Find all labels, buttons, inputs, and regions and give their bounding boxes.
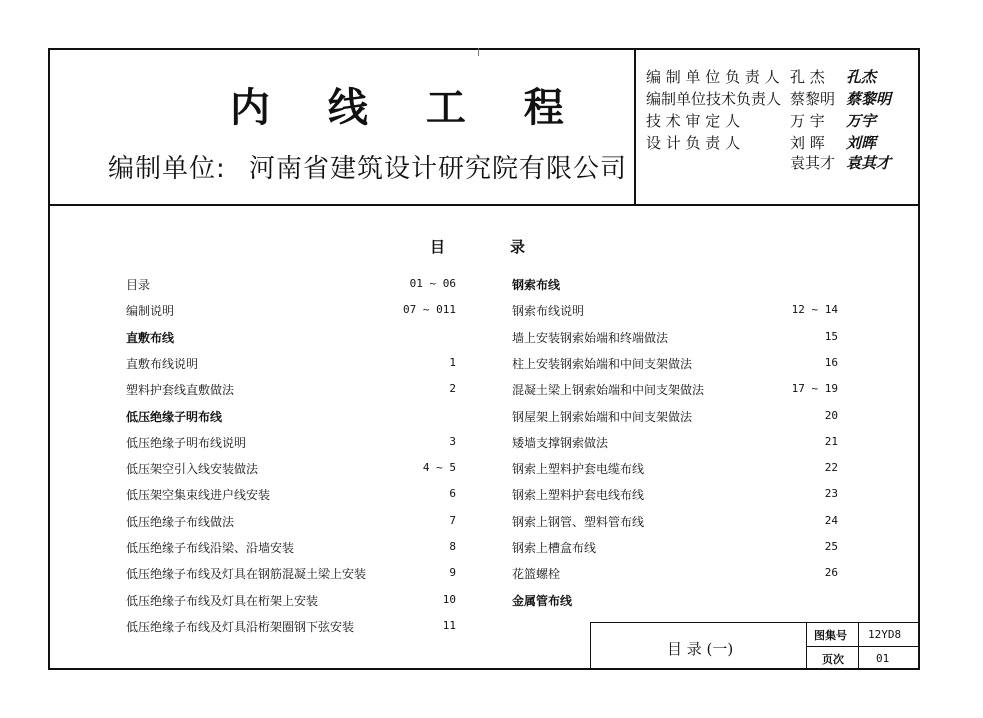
handwritten-signature: 蔡黎明 [846, 90, 892, 108]
page-number-value: 01 [876, 652, 890, 665]
atlas-number-label: 图集号 [814, 629, 847, 642]
toc-entry-page: 24 [824, 513, 838, 527]
toc-entry-label: 钢屋架上钢索始端和中间支架做法 [512, 409, 693, 424]
margin-tick [478, 48, 479, 56]
toc-entry-page: 9 [449, 566, 456, 580]
toc-entry-label: 钢索上塑料护套电线布线 [512, 488, 645, 503]
responsibility-row [646, 152, 906, 172]
responsibility-name: 刘 晖 [790, 134, 825, 152]
toc-entry-label: 低压架空引入线安装做法 [126, 462, 259, 477]
toc-entry-label: 低压绝缘子布线及灯具沿桁架圈钢下弦安装 [126, 619, 355, 634]
handwritten-signature: 刘晖 [846, 134, 877, 152]
responsibility-name: 袁其才 [790, 154, 836, 172]
page-number-label: 页次 [822, 653, 844, 666]
toc-entry-label: 墙上安装钢索始端和终端做法 [512, 330, 669, 345]
toc-entry-label: 直敷布线说明 [126, 356, 199, 371]
toc-entry-label: 花篮螺栓 [512, 567, 561, 582]
handwritten-signature: 袁其才 [846, 154, 892, 172]
responsibility-role: 编 制 单 位 负 责 人 [646, 68, 780, 86]
responsibility-name: 万 宇 [790, 112, 825, 130]
page-title: 内 线 工 程 [230, 85, 586, 131]
toc-entry-label: 低压绝缘子布线及灯具在钢筋混凝土梁上安装 [126, 567, 367, 582]
handwritten-signature: 孔杰 [846, 68, 877, 86]
responsibility-name: 蔡黎明 [790, 90, 836, 108]
toc-entry-label: 低压绝缘子布线做法 [126, 514, 235, 529]
toc-entry-label: 低压架空集束线进户线安装 [126, 488, 271, 503]
toc-entry-page: 17 ~ 19 [791, 382, 838, 396]
toc-entry-page: 25 [824, 540, 838, 553]
toc-entry-label: 钢索上槽盒布线 [512, 541, 597, 555]
responsibility-row [646, 132, 906, 152]
toc-entry-label: 编制说明 [126, 304, 175, 319]
handwritten-signature: 万宇 [846, 112, 877, 130]
toc-entry-label: 低压绝缘子明布线 [126, 409, 223, 424]
toc-entry-page: 21 [824, 434, 838, 448]
compiling-unit-name: 河南省建筑设计研究院有限公司 [249, 154, 628, 184]
toc-entry-label: 低压绝缘子布线沿梁、沿墙安装 [126, 541, 295, 555]
toc-entry-page: 23 [824, 487, 838, 501]
toc-entry-page: 07 ~ 011 [403, 303, 456, 317]
sheet-title: 目 录 (一) [667, 640, 734, 658]
toc-entry-page: 11 [442, 618, 456, 632]
responsibility-row [646, 110, 906, 130]
toc-entry-label: 直敷布线 [126, 330, 175, 345]
toc-entry-label: 柱上安装钢索始端和中间支架做法 [512, 356, 693, 371]
toc-entry-label: 钢索上塑料护套电缆布线 [512, 462, 645, 477]
toc-entry-page: 26 [824, 566, 838, 580]
toc-entry-page: 12 ~ 14 [791, 303, 838, 317]
toc-entry-page: 20 [824, 408, 838, 422]
header-vertical-divider [634, 48, 636, 205]
responsibility-role: 编制单位技术负责人 [646, 90, 782, 108]
toc-heading-left: 目 [430, 238, 446, 256]
toc-entry-label: 钢索上钢管、塑料管布线 [512, 514, 645, 529]
toc-entry-page: 4 ~ 5 [422, 461, 456, 475]
responsibility-row [646, 66, 906, 86]
toc-entry-page: 3 [449, 434, 456, 448]
header-divider [48, 204, 920, 206]
compiling-unit [108, 148, 627, 185]
toc-entry-page: 16 [824, 355, 838, 369]
toc-entry-page: 1 [449, 355, 456, 369]
toc-entry-page: 2 [449, 382, 456, 396]
toc-entry-label: 目录 [126, 278, 151, 292]
toc-entry-page: 6 [449, 487, 456, 501]
toc-entry-label: 金属管布线 [512, 593, 573, 608]
title-block-divider [806, 646, 920, 647]
toc-entry-label: 混凝土梁上钢索始端和中间支架做法 [512, 383, 705, 398]
responsibility-name: 孔 杰 [790, 68, 825, 86]
toc-entry-label: 钢索布线 [512, 278, 561, 292]
atlas-number-value: 12YD8 [868, 628, 902, 641]
responsibility-role: 技 术 审 定 人 [646, 112, 741, 130]
toc-entry-page: 01 ~ 06 [409, 277, 456, 290]
compiling-unit-label: 编制单位: [108, 154, 226, 184]
toc-entry-page: 7 [449, 513, 456, 527]
toc-heading-right: 录 [510, 238, 526, 256]
responsibility-role: 设 计 负 责 人 [646, 134, 741, 152]
toc-entry-label: 低压绝缘子明布线说明 [126, 435, 247, 450]
responsibility-row [646, 88, 906, 108]
toc-entry-page: 10 [442, 592, 456, 606]
toc-entry-label: 低压绝缘子布线及灯具在桁架上安装 [126, 593, 319, 608]
toc-entry-label: 钢索布线说明 [512, 304, 585, 319]
toc-entry-page: 22 [824, 461, 838, 475]
toc-entry-page: 15 [824, 329, 838, 343]
toc-entry-page: 8 [449, 540, 456, 553]
toc-entry-label: 塑料护套线直敷做法 [126, 383, 235, 398]
toc-entry-label: 矮墙支撑钢索做法 [512, 435, 609, 450]
